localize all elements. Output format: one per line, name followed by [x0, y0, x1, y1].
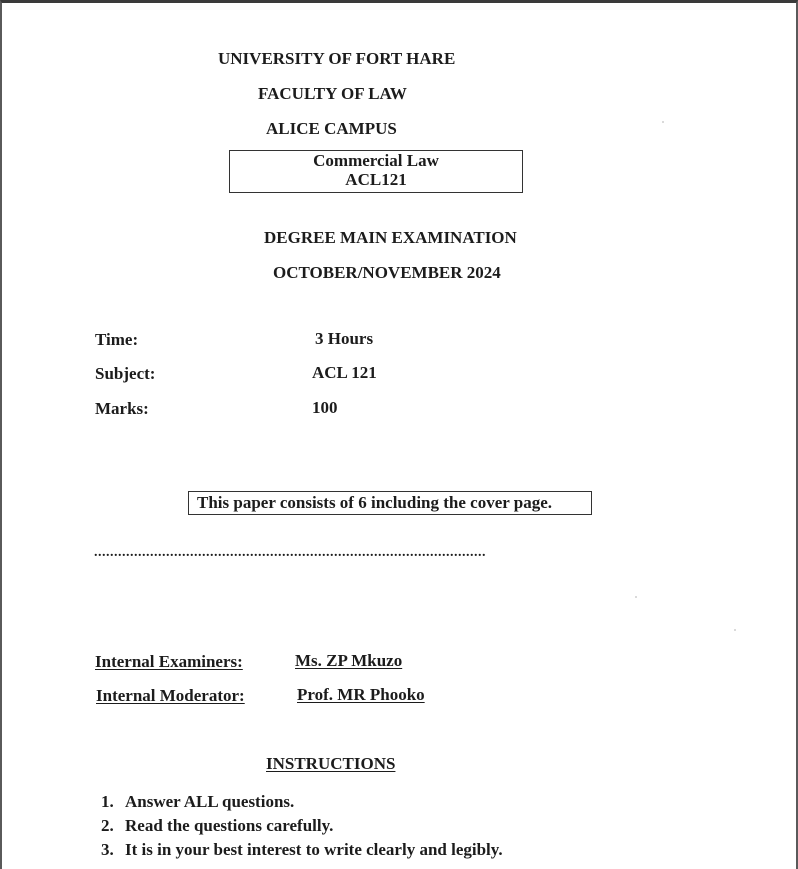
instruction-number: 1.	[101, 792, 114, 811]
paper-page-count-note: This paper consists of 6 including the cover page.	[188, 491, 592, 515]
dotted-separator: ..................................................................................................	[94, 548, 486, 558]
subject-label: Subject:	[95, 364, 156, 383]
internal-examiners-value: Ms. ZP Mkuzo	[295, 651, 403, 670]
instruction-text: Read the questions carefully.	[125, 816, 334, 835]
instructions-heading: INSTRUCTIONS	[266, 754, 396, 773]
course-box	[229, 150, 523, 193]
scan-speck	[662, 121, 664, 123]
exam-session: OCTOBER/NOVEMBER 2024	[273, 263, 501, 282]
course-code: ACL121	[345, 170, 407, 189]
scan-speck	[635, 596, 637, 598]
exam-type: DEGREE MAIN EXAMINATION	[264, 228, 517, 247]
instruction-text: Answer ALL questions.	[125, 792, 295, 811]
internal-moderator-value: Prof. MR Phooko	[297, 685, 425, 704]
internal-examiners-label: Internal Examiners:	[95, 652, 243, 671]
instruction-number: 3.	[101, 840, 114, 859]
instructions-list	[101, 790, 503, 862]
internal-moderator-label: Internal Moderator:	[96, 686, 245, 705]
subject-value: ACL 121	[312, 363, 377, 382]
faculty-name: FACULTY OF LAW	[258, 84, 407, 103]
university-name: UNIVERSITY OF FORT HARE	[218, 49, 456, 68]
marks-value: 100	[312, 398, 338, 417]
instruction-text: It is in your best interest to write clearly and legibly.	[125, 840, 503, 859]
instruction-number: 2.	[101, 816, 114, 835]
course-name: Commercial Law	[313, 151, 439, 170]
scan-speck	[734, 629, 736, 631]
marks-label: Marks:	[95, 399, 149, 418]
instruction-item	[101, 790, 503, 814]
instruction-item	[101, 838, 503, 862]
campus-name: ALICE CAMPUS	[266, 119, 397, 138]
instruction-item	[101, 814, 503, 838]
time-label: Time:	[95, 330, 139, 349]
time-value: 3 Hours	[315, 329, 374, 348]
